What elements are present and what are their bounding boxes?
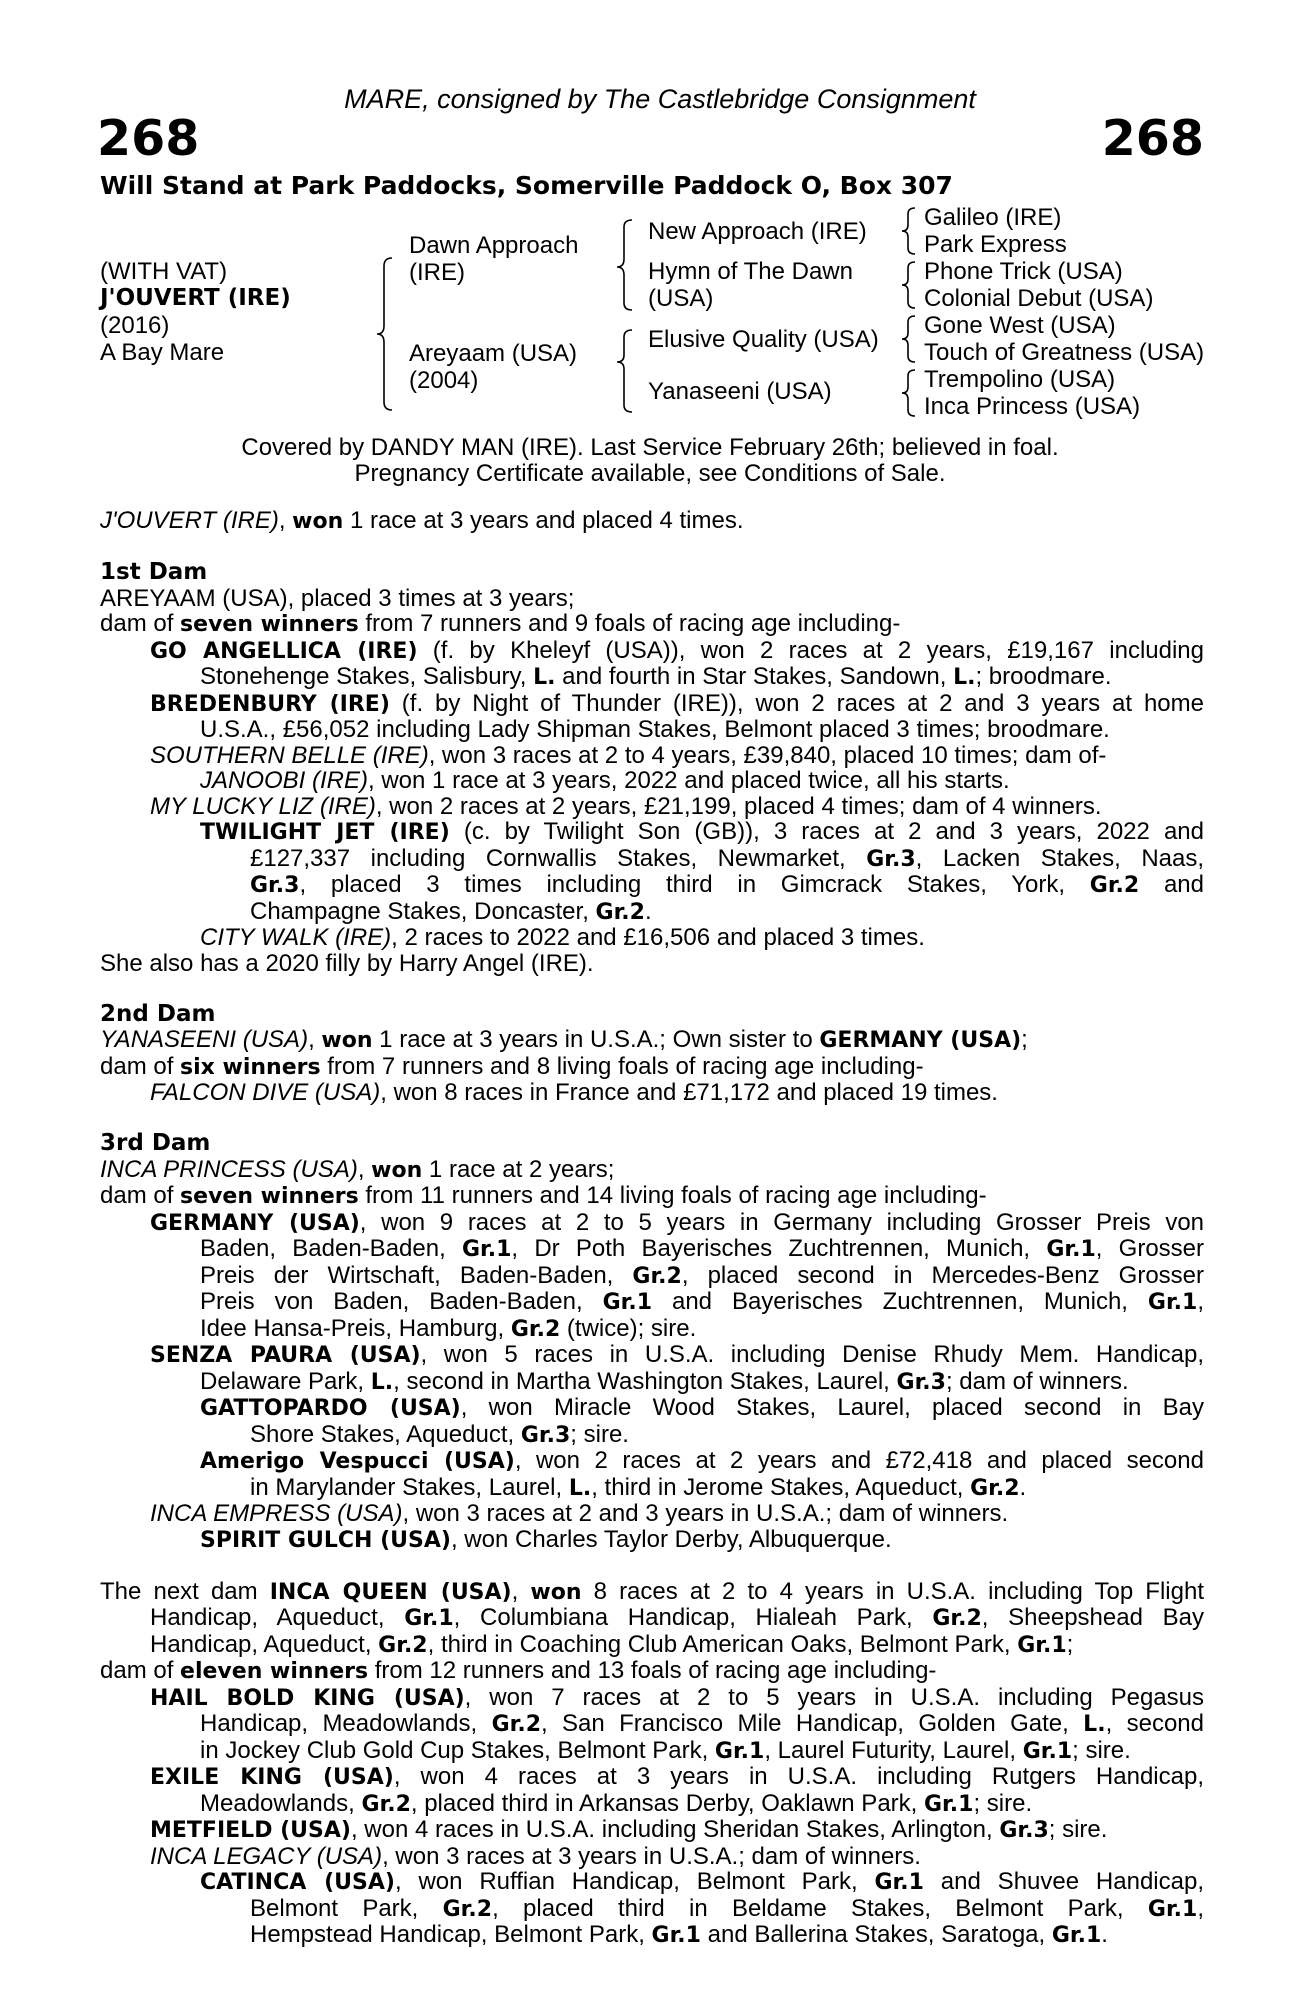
text: Shore Stakes, Aqueduct, — [250, 1420, 521, 1448]
horse-italic: FALCON DIVE (USA) — [150, 1079, 381, 1106]
grade-bold: Gr.2 — [632, 1263, 682, 1289]
text: . — [644, 897, 652, 925]
next-dam-cont — [100, 1632, 1204, 1659]
gen3-ssd: Park Express — [924, 231, 1067, 258]
text: , — [308, 1026, 322, 1053]
text: (twice); sire. — [560, 1314, 697, 1342]
grade-bold: Gr.1 — [404, 1606, 454, 1631]
horse-bold: HAIL BOLD KING (USA) — [150, 1685, 465, 1711]
text: Stonehenge Stakes, Salisbury, — [200, 663, 534, 690]
text: and Shuvee Handicap, — [923, 1868, 1205, 1895]
horse-italic: SOUTHERN BELLE (IRE) — [150, 741, 429, 769]
text: Hempstead Handicap, Belmont Park, — [250, 1921, 652, 1948]
text: ; sire. — [1048, 1816, 1108, 1843]
grade-bold: Gr.2 — [491, 1712, 542, 1737]
text: . — [1101, 1921, 1108, 1948]
grade-bold: Gr.2 — [1089, 873, 1140, 898]
text: Preis von Baden, Baden-Baden, — [200, 1288, 603, 1315]
bracket-main — [377, 258, 392, 410]
text: , won 7 races at 2 to 5 years in U.S.A. including Pegasus — [464, 1683, 1204, 1711]
grade-bold: Gr.1 — [714, 1738, 765, 1764]
produce-germany-cont — [100, 1263, 1204, 1290]
horse-italic: CITY WALK (IRE) — [200, 924, 392, 951]
text: 1 race at 3 years in U.S.A.; Own sister to — [372, 1026, 820, 1053]
gen3-sss: Galileo (IRE) — [924, 204, 1062, 231]
text: , placed 3 times including third in Gimcrack Stakes, York, — [299, 871, 1090, 898]
grade-bold: L. — [953, 665, 976, 690]
text: (f. by Night of Thunder (IRE)), won 2 races at 2 and 3 years at home — [389, 689, 1204, 717]
text: , third in Coaching Club American Oaks, Belmont Park, — [427, 1630, 1018, 1658]
lot-number-left: 268 — [97, 110, 200, 167]
text: from 7 runners and 9 foals of racing age including- — [358, 610, 901, 637]
text: from 12 runners and 13 foals of racing age including- — [368, 1657, 937, 1684]
winners-bold: six winners — [180, 1054, 321, 1080]
text: in Marylander Stakes, Laurel, — [250, 1473, 569, 1501]
produce-germany-cont — [100, 1289, 1204, 1316]
grade-bold: Gr.1 — [1147, 1290, 1198, 1315]
won-bold: won — [321, 1028, 373, 1053]
bracket-ss — [902, 208, 915, 254]
text: 8 races at 2 to 4 years in U.S.A. including Top Flight — [581, 1577, 1204, 1605]
horse-bold: GO ANGELLICA (IRE) — [150, 638, 418, 664]
horse-italic: JANOOBI (IRE) — [200, 767, 369, 794]
grade-bold: L. — [370, 1369, 394, 1395]
text: ; sire. — [1072, 1736, 1131, 1764]
gen3-dsd: Touch of Greatness (USA) — [924, 339, 1205, 366]
grade-bold: Gr.3 — [999, 1818, 1049, 1843]
text: ; dam of winners. — [945, 1367, 1129, 1395]
produce-hail-bold-king-cont — [100, 1738, 1204, 1765]
text: , won 3 races at 2 and 3 years in U.S.A.; dam of winners. — [402, 1500, 1009, 1527]
text: 1 race at 3 years and placed 4 times. — [343, 507, 744, 534]
text: from 11 runners and 14 living foals of racing age including- — [358, 1182, 987, 1209]
next-dam-line — [100, 1579, 1204, 1606]
produce-go-angellica-cont — [100, 664, 1204, 691]
text: dam of — [100, 610, 181, 637]
produce-twilight-jet-cont — [100, 872, 1204, 899]
text: , — [278, 507, 293, 534]
grade-bold: Gr.2 — [595, 899, 645, 925]
text: , — [357, 1155, 372, 1183]
text: Handicap, Aqueduct, — [150, 1604, 405, 1631]
gen3-ddd: Inca Princess (USA) — [924, 393, 1141, 420]
grade-bold: Gr.3 — [250, 873, 300, 898]
grade-bold: Gr.1 — [461, 1237, 512, 1262]
intro-line — [100, 508, 1204, 535]
text: , second — [1105, 1710, 1204, 1737]
text: dam of — [100, 1052, 181, 1080]
produce-catinca — [100, 1869, 1204, 1896]
produce-metfield — [100, 1817, 1204, 1844]
horse-bold: EXILE KING (USA) — [150, 1765, 394, 1790]
text: Handicap, Aqueduct, — [150, 1630, 379, 1658]
produce-senza-paura-cont — [100, 1369, 1204, 1396]
next-dam-winners-line — [100, 1658, 1204, 1685]
dam-of-sire-suffix: (USA) — [648, 285, 714, 312]
text: , Grosser — [1095, 1235, 1205, 1262]
grade-bold: Gr.1 — [1017, 1632, 1067, 1658]
text: , won 8 races in France and £71,172 and placed 19 times. — [380, 1079, 998, 1106]
text: , second in Martha Washington Stakes, Laurel, — [393, 1367, 897, 1395]
dam-name: Areyaam (USA) — [409, 340, 578, 367]
produce-twilight-jet — [100, 819, 1204, 846]
text: , Sheepshead Bay — [981, 1604, 1204, 1631]
text: from 7 runners and 8 living foals of racing age including- — [320, 1052, 924, 1080]
next-dam-cont — [100, 1605, 1204, 1632]
produce-gattopardo-cont — [100, 1422, 1204, 1449]
produce-gattopardo — [100, 1395, 1204, 1422]
text: , won 1 race at 3 years, 2022 and placed twice, all his starts. — [368, 767, 1010, 794]
produce-twilight-jet-cont — [100, 899, 1204, 926]
grade-bold: Gr.3 — [520, 1422, 571, 1448]
text: dam of — [100, 1657, 181, 1684]
produce-twilight-jet-cont — [100, 846, 1204, 873]
gen3-sdd: Colonial Debut (USA) — [924, 285, 1154, 312]
third-dam-heading: 3rd Dam — [100, 1130, 211, 1156]
text: ; sire. — [570, 1420, 629, 1448]
text: and — [1139, 871, 1205, 898]
horse-bold: GERMANY (USA) — [150, 1210, 360, 1236]
first-dam-line: AREYAAM (USA), placed 3 times at 3 years; — [100, 584, 575, 612]
bracket-sire — [617, 220, 632, 310]
horse-italic: INCA EMPRESS (USA) — [150, 1500, 403, 1527]
third-dam-winners-line — [100, 1183, 1204, 1210]
text: Idee Hansa-Preis, Hamburg, — [200, 1314, 511, 1342]
grade-bold: Gr.1 — [1051, 1923, 1102, 1948]
second-dam-heading: 2nd Dam — [100, 1000, 216, 1027]
dam-of-sire: Hymn of The Dawn — [648, 258, 853, 285]
produce-germany-cont — [100, 1236, 1204, 1263]
produce-bredenbury — [100, 691, 1204, 718]
text: , San Francisco Mile Handicap, Golden Gate, — [541, 1710, 1084, 1737]
text: Delaware Park, — [200, 1367, 371, 1395]
won-bold: won — [292, 509, 344, 534]
text: , placed second in Mercedes-Benz Grosser — [681, 1261, 1205, 1289]
horse-bold: Amerigo Vespucci (USA) — [200, 1449, 515, 1474]
horse-bold: SENZA PAURA (USA) — [150, 1343, 421, 1368]
grade-bold: L. — [1083, 1712, 1106, 1737]
bracket-dam — [617, 330, 632, 412]
text: , won 5 races in U.S.A. including Denise Rhudy Mem. Handicap, — [420, 1341, 1205, 1368]
grade-bold: Gr.2 — [378, 1632, 428, 1658]
text: 1 race at 2 years; — [422, 1155, 615, 1183]
produce-janoobi — [100, 768, 1204, 794]
text: , Columbiana Handicap, Hialeah Park, — [453, 1604, 933, 1631]
grade-bold: Gr.1 — [602, 1290, 653, 1315]
text: , — [1197, 1894, 1204, 1922]
produce-spirit-gulch — [100, 1527, 1204, 1554]
text: , placed third in Beldame Stakes, Belmont Park, — [492, 1894, 1148, 1922]
text: , won 4 races at 3 years in U.S.A. including Rutgers Handicap, — [393, 1763, 1204, 1790]
sire-name: Dawn Approach — [409, 232, 579, 259]
text: , won Charles Taylor Derby, Albuquerque. — [450, 1525, 892, 1553]
text: and Bayerisches Zuchtrennen, Munich, — [652, 1288, 1148, 1315]
produce-amerigo-vespucci — [100, 1448, 1204, 1475]
text: , won 4 races in U.S.A. including Sheridan Stakes, Arlington, — [350, 1816, 1000, 1843]
produce-germany-cont — [100, 1316, 1204, 1343]
produce-inca-legacy — [100, 1844, 1204, 1870]
horse-bold: TWILIGHT JET (IRE) — [200, 820, 450, 845]
text: ; sire. — [973, 1789, 1033, 1817]
text: £127,337 including Cornwallis Stakes, Newmarket, — [250, 844, 867, 872]
horse-bold: CATINCA (USA) — [200, 1870, 395, 1895]
covered-line-1: Covered by DANDY MAN (IRE). Last Service February 26th; believed in foal. — [241, 434, 1059, 461]
text: , won 9 races at 2 to 5 years in Germany including Grosser Preis von — [359, 1208, 1205, 1236]
first-dam-winners-line — [100, 611, 1204, 638]
text: Preis der Wirtschaft, Baden-Baden, — [200, 1261, 633, 1289]
produce-exile-king — [100, 1764, 1204, 1791]
text: in Jockey Club Gold Cup Stakes, Belmont Park, — [200, 1736, 715, 1764]
text: , — [1197, 1288, 1205, 1315]
dam-of-dam: Yanaseeni (USA) — [648, 378, 832, 405]
grade-bold: Gr.1 — [651, 1923, 701, 1948]
grade-bold: Gr.2 — [510, 1316, 561, 1342]
text: , placed third in Arkansas Derby, Oaklawn Park, — [410, 1789, 924, 1817]
produce-bredenbury-cont: U.S.A., £56,052 including Lady Shipman Stakes, Belmont placed 3 times; broodmare. — [200, 716, 1110, 743]
sire-of-sire: New Approach (IRE) — [648, 218, 867, 245]
consignor-subtitle: MARE, consigned by The Castlebridge Consignment — [344, 84, 976, 114]
lot-number-right: 268 — [1101, 110, 1204, 167]
text: ; — [1066, 1630, 1074, 1658]
horse-bold: INCA QUEEN (USA) — [269, 1579, 512, 1605]
produce-falcon-dive — [100, 1080, 1204, 1106]
grade-bold: Gr.3 — [866, 846, 916, 872]
produce-go-angellica — [100, 638, 1204, 665]
text: , — [511, 1577, 531, 1605]
sire-of-dam: Elusive Quality (USA) — [648, 326, 879, 353]
dam-year: (2004) — [409, 367, 479, 394]
grade-bold: Gr.1 — [874, 1870, 924, 1895]
gen3-sds: Phone Trick (USA) — [924, 258, 1123, 285]
stand-location: Will Stand at Park Paddocks, Somerville Paddock O, Box 307 — [100, 171, 953, 200]
grade-bold: Gr.1 — [1147, 1896, 1198, 1922]
text: , third in Jerome Stakes, Aqueduct, — [591, 1473, 971, 1501]
text: (c. by Twilight Son (GB)), 3 races at 2 and 3 years, 2022 and — [449, 818, 1204, 845]
gen3-dds: Trempolino (USA) — [924, 366, 1116, 393]
text: , 2 races to 2022 and £16,506 and placed 3 times. — [391, 924, 925, 951]
produce-southern-belle — [100, 743, 1204, 769]
produce-hail-bold-king-cont — [100, 1711, 1204, 1738]
horse-italic: YANASEENI (USA) — [100, 1026, 309, 1053]
gen3-dss: Gone West (USA) — [924, 312, 1116, 339]
text: , won Miracle Wood Stakes, Laurel, placed second in Bay — [460, 1394, 1204, 1421]
grade-bold: Gr.2 — [442, 1896, 493, 1922]
produce-my-lucky-liz — [100, 794, 1204, 820]
grade-bold: L. — [568, 1475, 592, 1501]
horse-bold: GERMANY (USA) — [819, 1028, 1022, 1053]
produce-city-walk — [100, 925, 1204, 951]
horse-bold: SPIRIT GULCH (USA) — [200, 1527, 451, 1553]
horse-italic: MY LUCKY LIZ (IRE) — [150, 792, 376, 820]
produce-record — [100, 508, 1204, 1949]
grade-bold: Gr.1 — [924, 1791, 974, 1817]
text: , Dr Poth Bayerisches Zuchtrennen, Munich, — [511, 1235, 1047, 1262]
second-dam-winners-line — [100, 1054, 1204, 1081]
text: (f. by Kheleyf (USA)), won 2 races at 2 years, £19,167 including — [417, 636, 1204, 664]
covered-notice — [160, 435, 1140, 487]
produce-senza-paura — [100, 1342, 1204, 1369]
horse-ref: J'OUVERT (IRE) — [100, 507, 279, 534]
horse-bold: BREDENBURY (IRE) — [150, 691, 390, 717]
text: Handicap, Meadowlands, — [200, 1710, 492, 1737]
produce-germany — [100, 1210, 1204, 1237]
text: , won 3 races at 2 to 4 years, £39,840, placed 10 times; dam of- — [428, 741, 1107, 769]
winners-bold: seven winners — [180, 612, 359, 637]
first-dam-also: She also has a 2020 filly by Harry Angel (IRE). — [100, 949, 594, 977]
won-bold: won — [530, 1579, 582, 1605]
text: , won 2 races at 2 years and £72,418 and placed second — [514, 1447, 1204, 1474]
first-dam-heading: 1st Dam — [100, 559, 208, 585]
won-bold: won — [371, 1157, 423, 1183]
text: Champagne Stakes, Doncaster, — [250, 897, 596, 925]
horse-bold: METFIELD (USA) — [150, 1818, 351, 1843]
text: , Laurel Futurity, Laurel, — [764, 1736, 1023, 1764]
text: Meadowlands, — [200, 1789, 362, 1817]
horse-italic: INCA LEGACY (USA) — [150, 1842, 383, 1870]
text: , won Ruffian Handicap, Belmont Park, — [394, 1868, 875, 1895]
horse-year: (2016) — [100, 312, 170, 339]
grade-bold: Gr.1 — [1046, 1237, 1096, 1262]
grade-bold: Gr.2 — [970, 1475, 1020, 1501]
grade-bold: L. — [533, 665, 556, 690]
second-dam-line — [100, 1027, 1204, 1054]
grade-bold: Gr.1 — [1022, 1738, 1073, 1764]
horse-bold: GATTOPARDO (USA) — [200, 1396, 461, 1421]
text: , won 2 races at 2 years, £21,199, placed 4 times; dam of 4 winners. — [375, 792, 1102, 820]
horse-vat: (WITH VAT) — [100, 258, 228, 285]
grade-bold: Gr.2 — [932, 1606, 982, 1631]
produce-hail-bold-king — [100, 1685, 1204, 1712]
produce-catinca-cont — [100, 1896, 1204, 1923]
bracket-sd — [902, 262, 915, 308]
horse-description: A Bay Mare — [100, 339, 225, 366]
produce-catinca-cont — [100, 1922, 1204, 1949]
text: Baden, Baden-Baden, — [200, 1235, 462, 1262]
text: ; broodmare. — [975, 663, 1112, 690]
text: , won 3 races at 3 years in U.S.A.; dam of winners. — [382, 1842, 921, 1870]
text: , Lacken Stakes, Naas, — [915, 844, 1205, 872]
text: ; — [1021, 1026, 1028, 1053]
bracket-dd — [902, 370, 915, 416]
horse-name: J'OUVERT (IRE) — [100, 285, 291, 311]
text: The next dam — [100, 1577, 270, 1605]
winners-bold: seven winners — [180, 1184, 359, 1209]
sire-suffix: (IRE) — [409, 259, 465, 286]
text: . — [1019, 1473, 1027, 1501]
text: Belmont Park, — [250, 1894, 443, 1922]
produce-inca-empress — [100, 1501, 1204, 1527]
covered-line-2: Pregnancy Certificate available, see Conditions of Sale. — [354, 460, 946, 487]
winners-bold: eleven winners — [180, 1659, 369, 1684]
text: dam of — [100, 1182, 181, 1209]
horse-italic: INCA PRINCESS (USA) — [100, 1155, 358, 1183]
grade-bold: Gr.2 — [361, 1791, 411, 1817]
produce-exile-king-cont — [100, 1791, 1204, 1818]
grade-bold: Gr.3 — [896, 1369, 946, 1395]
produce-amerigo-vespucci-cont — [100, 1475, 1204, 1502]
bracket-ds — [902, 316, 915, 362]
text: and Ballerina Stakes, Saratoga, — [700, 1921, 1052, 1948]
text: and fourth in Star Stakes, Sandown, — [555, 663, 954, 690]
third-dam-line — [100, 1157, 1204, 1184]
